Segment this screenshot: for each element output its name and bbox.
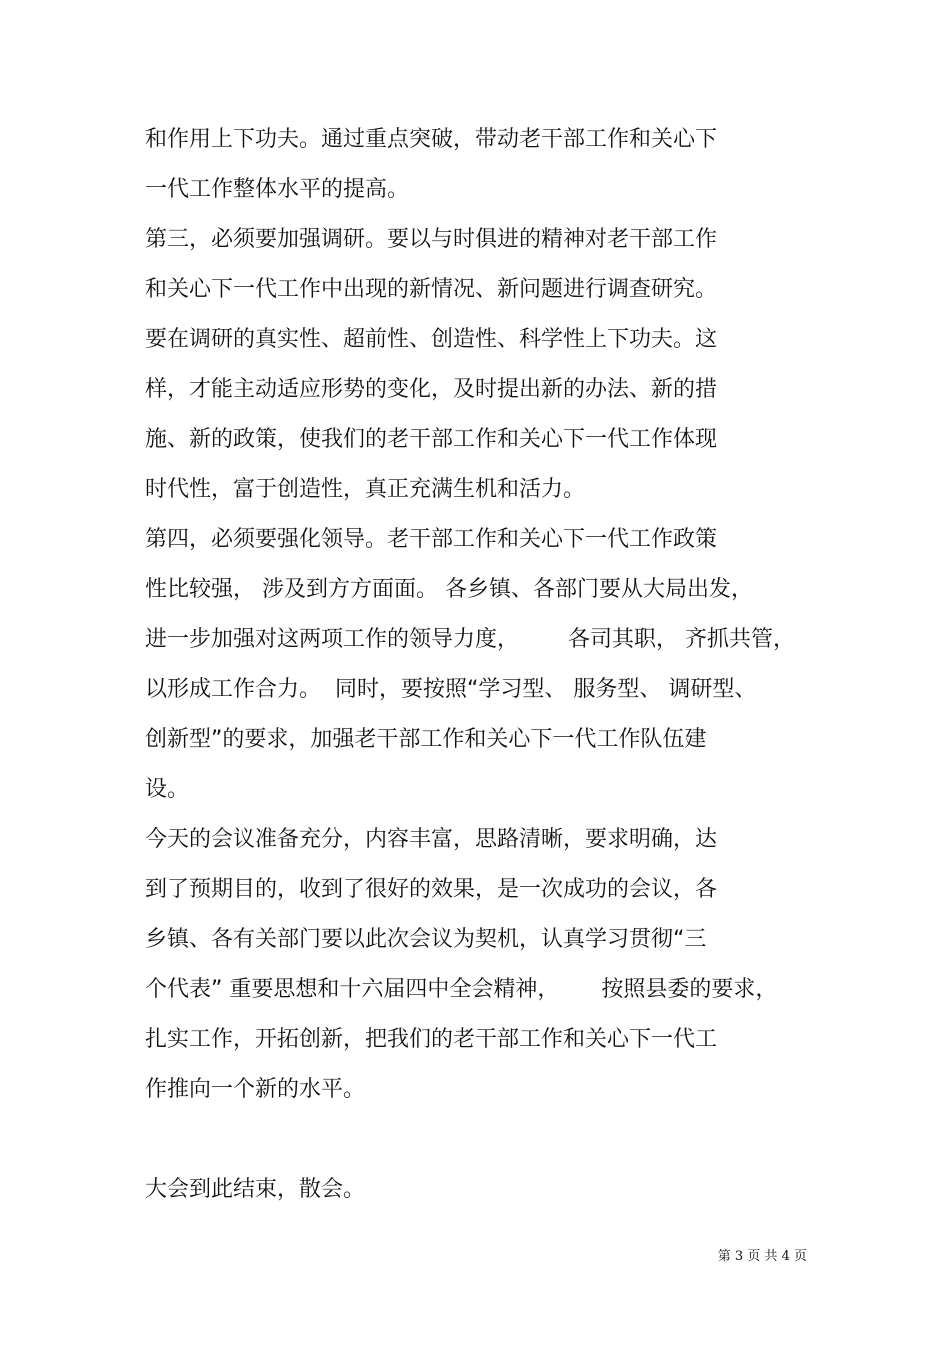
text-line: 时代性，富于创造性，真正充满生机和活力。 (145, 477, 586, 502)
text-line: 第四，必须要强化领导。老干部工作和关心下一代工作政策 (145, 527, 718, 552)
text-line: 性比较强， 涉及到方方面面。 各乡镇、各部门要从大局出发， (145, 577, 753, 602)
text-line: 和作用上下功夫。通过重点突破，带动老干部工作和关心下 (145, 127, 718, 152)
page-number-footer: 第 3 页 共 4 页 (717, 1249, 807, 1264)
closing-line: 大会到此结束，散会。 (145, 1177, 366, 1202)
text-line: 样，才能主动适应形势的变化，及时提出新的办法、新的措 (145, 377, 718, 402)
text-line: 作推向一个新的水平。 (145, 1077, 366, 1102)
text-line: 第三，必须要加强调研。要以与时俱进的精神对老干部工作 (145, 227, 718, 252)
text-line: 以形成工作合力。 同时，要按照“学习型、 服务型、 调研型、 (145, 677, 757, 702)
text-line: 进一步加强对这两项工作的领导力度， 各司其职， 齐抓共管， (145, 627, 795, 652)
text-line: 扎实工作，开拓创新，把我们的老干部工作和关心下一代工 (145, 1027, 718, 1052)
text-line: 要在调研的真实性、超前性、创造性、科学性上下功夫。这 (145, 327, 718, 352)
text-line: 一代工作整体水平的提高。 (145, 177, 410, 202)
text-line: 今天的会议准备充分，内容丰富，思路清晰，要求明确，达 (145, 827, 718, 852)
text-line: 创新型”的要求，加强老干部工作和关心下一代工作队伍建 (145, 727, 707, 752)
text-line: 设。 (145, 777, 190, 802)
text-line: 个代表” 重要思想和十六届四中全会精神， 按照县委的要求， (145, 977, 778, 1002)
text-line: 到了预期目的，收到了很好的效果，是一次成功的会议，各 (145, 877, 718, 902)
text-line: 和关心下一代工作中出现的新情况、新问题进行调查研究。 (145, 277, 718, 302)
text-line: 乡镇、各有关部门要以此次会议为契机，认真学习贯彻“三 (145, 927, 707, 952)
text-line: 施、新的政策，使我们的老干部工作和关心下一代工作体现 (145, 427, 718, 452)
